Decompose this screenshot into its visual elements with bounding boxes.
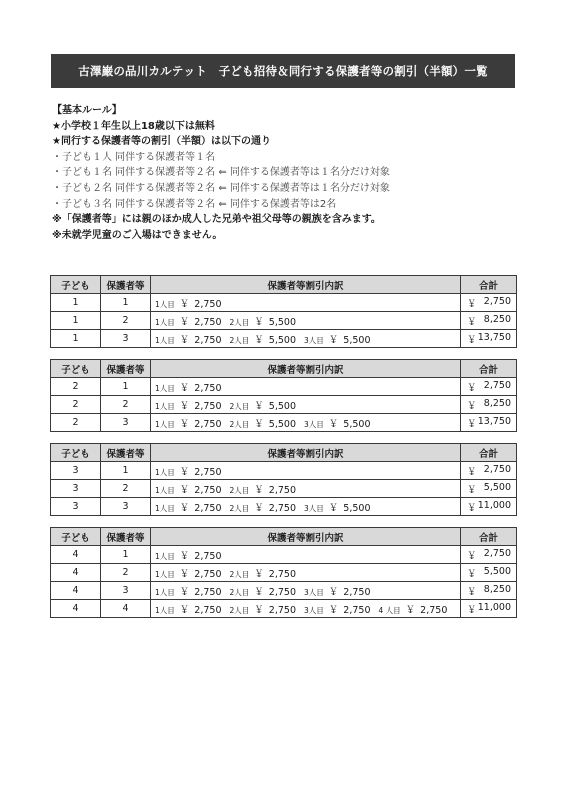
total-value [467,548,511,562]
row-total [461,330,517,348]
total-value [467,398,511,412]
yen-sign: ￥ [179,382,190,394]
guardian-count: 2 [101,480,151,498]
guardian-count: 1 [101,546,151,564]
breakdown-item [155,419,222,430]
total-amount: 2,750 [483,547,511,559]
total-amount: 13,750 [477,415,511,427]
table-row [51,396,517,414]
amount: 2,750 [194,316,222,328]
price-table [50,275,517,348]
discount-breakdown [151,600,461,618]
person-label: 2人目 [229,503,250,513]
children-count: 4 [51,600,101,618]
total-amount: 11,000 [477,601,511,613]
yen-sign: ￥ [328,502,339,514]
breakdown-item [230,335,297,346]
yen-sign: ￥ [328,418,339,430]
header-children: 子ども [51,276,101,294]
children-count: 2 [51,414,101,432]
amount: 2,750 [420,604,448,616]
amount: 2,750 [343,586,371,598]
discount-breakdown [151,396,461,414]
person-label: 1人目 [155,503,175,513]
children-count: 2 [51,396,101,414]
yen-sign: ￥ [467,586,477,598]
amount: 2,750 [194,604,222,616]
table-row [51,600,517,618]
amount: 5,500 [343,502,371,514]
breakdown-item [155,551,222,562]
guardian-count: 3 [101,582,151,600]
table-row [51,546,517,564]
person-label: 1人目 [155,485,175,495]
discount-breakdown [151,480,461,498]
header-total: 合計 [461,360,517,378]
total-value [467,464,511,478]
rule-line: ・子ども１人 同伴する保護者等１名 [52,151,216,163]
table-row [51,564,517,582]
total-value [467,380,511,394]
breakdown-item [304,335,371,346]
yen-sign: ￥ [467,334,477,346]
header-breakdown: 保護者等割引内訳 [151,444,461,462]
yen-sign: ￥ [467,466,477,478]
table-header-row [51,360,517,378]
table-row [51,378,517,396]
price-table [50,527,517,618]
yen-sign: ￥ [254,586,264,598]
amount: 2,750 [194,418,222,430]
breakdown-item [230,503,297,514]
person-label: 1人目 [155,569,175,579]
person-label: 1人目 [155,317,175,327]
person-label: 2人目 [229,317,250,327]
children-count: 3 [51,480,101,498]
rule-line: ★同行する保護者等の割引（半額）は以下の通り [52,136,271,148]
total-amount: 8,250 [483,397,511,409]
amount: 2,750 [194,586,222,598]
guardian-count: 2 [101,312,151,330]
amount: 2,750 [194,298,222,310]
header-total: 合計 [461,444,517,462]
person-label: 3人目 [304,419,324,429]
total-amount: 13,750 [477,331,511,343]
amount: 2,750 [194,466,222,478]
discount-breakdown [151,546,461,564]
discount-breakdown [151,330,461,348]
header-guardians: 保護者等 [101,276,151,294]
person-label: 3人目 [304,605,324,615]
children-count: 3 [51,498,101,516]
price-table [50,443,517,516]
guardian-count: 1 [101,378,151,396]
rule-line: ・子ども２名 同伴する保護者等２名 ⇐ 同伴する保護者等は１名分だけ対象 [52,182,390,194]
yen-sign: ￥ [254,484,264,496]
header-breakdown: 保護者等割引内訳 [151,276,461,294]
breakdown-item [155,485,222,496]
breakdown-item [230,485,297,496]
person-label: 2人目 [229,569,250,579]
amount: 5,500 [268,400,296,412]
row-total [461,480,517,498]
amount: 5,500 [343,334,371,346]
breakdown-item [230,587,297,598]
amount: 2,750 [194,400,222,412]
discount-breakdown [151,564,461,582]
breakdown-item [230,419,297,430]
discount-breakdown [151,582,461,600]
breakdown-item [304,587,371,598]
children-count: 1 [51,312,101,330]
amount: 2,750 [268,502,296,514]
rule-line: ※未就学児童のご入場はできません。 [52,229,223,241]
yen-sign: ￥ [179,466,190,478]
discount-breakdown [151,414,461,432]
breakdown-item [304,503,371,514]
person-label: 2人目 [229,401,250,411]
yen-sign: ￥ [467,382,477,394]
rule-line: ・子ども１名 同伴する保護者等２名 ⇐ 同伴する保護者等は１名分だけ対象 [52,167,390,179]
yen-sign: ￥ [254,418,264,430]
total-value [467,584,511,598]
yen-sign: ￥ [179,604,190,616]
person-label: 4 人目 [378,605,401,615]
discount-breakdown [151,378,461,396]
table-header-row [51,276,517,294]
header-breakdown: 保護者等割引内訳 [151,528,461,546]
person-label: 2人目 [229,419,250,429]
header-guardians: 保護者等 [101,528,151,546]
amount: 2,750 [268,604,296,616]
breakdown-item [155,605,222,616]
person-label: 2人目 [229,335,250,345]
person-label: 2人目 [229,485,250,495]
person-label: 1人目 [155,605,175,615]
breakdown-item [155,569,222,580]
yen-sign: ￥ [254,604,264,616]
person-label: 1人目 [155,383,175,393]
person-label: 3人目 [304,335,324,345]
yen-sign: ￥ [179,316,190,328]
row-total [461,564,517,582]
breakdown-item [304,605,371,616]
yen-sign: ￥ [467,550,477,562]
guardian-count: 3 [101,414,151,432]
rule-line: ・子ども３名 同伴する保護者等２名 ⇐ 同伴する保護者等は2名 [52,198,337,210]
yen-sign: ￥ [328,604,339,616]
yen-sign: ￥ [179,334,190,346]
table-header-row [51,444,517,462]
yen-sign: ￥ [179,568,190,580]
yen-sign: ￥ [179,550,190,562]
amount: 2,750 [194,568,222,580]
yen-sign: ￥ [179,400,190,412]
breakdown-item [230,401,297,412]
yen-sign: ￥ [254,334,264,346]
discount-breakdown [151,312,461,330]
breakdown-item [379,605,448,616]
total-value [467,602,511,616]
row-total [461,414,517,432]
person-label: 1人目 [155,419,175,429]
total-value [467,566,511,580]
discount-breakdown [151,462,461,480]
total-amount: 5,500 [483,481,511,493]
yen-sign: ￥ [467,568,477,580]
header-breakdown: 保護者等割引内訳 [151,360,461,378]
row-total [461,546,517,564]
guardian-count: 1 [101,294,151,312]
table-row [51,312,517,330]
total-amount: 8,250 [483,313,511,325]
person-label: 2人目 [229,605,250,615]
yen-sign: ￥ [467,484,477,496]
rule-line: ※「保護者等」には親のほか成人した兄弟や祖父母等の親族を含みます。 [52,214,381,226]
yen-sign: ￥ [179,586,190,598]
yen-sign: ￥ [467,400,477,412]
yen-sign: ￥ [467,418,477,430]
row-total [461,294,517,312]
total-value [467,482,511,496]
children-count: 1 [51,330,101,348]
total-value [467,332,511,346]
breakdown-item [155,299,222,310]
yen-sign: ￥ [328,586,339,598]
amount: 5,500 [268,334,296,346]
children-count: 4 [51,582,101,600]
breakdown-item [155,383,222,394]
yen-sign: ￥ [179,484,190,496]
yen-sign: ￥ [179,298,190,310]
table-row [51,582,517,600]
amount: 2,750 [194,484,222,496]
header-total: 合計 [461,276,517,294]
yen-sign: ￥ [467,502,477,514]
children-count: 4 [51,564,101,582]
header-total: 合計 [461,528,517,546]
amount: 5,500 [268,418,296,430]
breakdown-item [230,317,297,328]
guardian-count: 3 [101,498,151,516]
table-row [51,480,517,498]
row-total [461,582,517,600]
total-amount: 2,750 [483,379,511,391]
header-guardians: 保護者等 [101,360,151,378]
total-value [467,416,511,430]
row-total [461,498,517,516]
amount: 2,750 [268,586,296,598]
breakdown-item [155,401,222,412]
amount: 2,750 [194,382,222,394]
person-label: 1人目 [155,299,175,309]
person-label: 3人目 [304,587,324,597]
amount: 2,750 [194,502,222,514]
total-amount: 2,750 [483,295,511,307]
children-count: 2 [51,378,101,396]
total-amount: 11,000 [477,499,511,511]
yen-sign: ￥ [179,418,190,430]
yen-sign: ￥ [405,604,416,616]
breakdown-item [304,419,371,430]
breakdown-item [230,605,297,616]
person-label: 1人目 [155,587,175,597]
table-row [51,462,517,480]
guardian-count: 4 [101,600,151,618]
person-label: 1人目 [155,401,175,411]
rule-line: 【基本ルール】 [52,105,122,116]
amount: 2,750 [268,568,296,580]
yen-sign: ￥ [467,604,477,616]
rule-line: ★小学校１年生以上18歳以下は無料 [52,120,215,132]
yen-sign: ￥ [328,334,339,346]
header-children: 子ども [51,360,101,378]
yen-sign: ￥ [179,502,190,514]
guardian-count: 2 [101,564,151,582]
children-count: 3 [51,462,101,480]
person-label: 1人目 [155,551,175,561]
table-header-row [51,528,517,546]
price-table [50,359,517,432]
page-title-text: 古澤巌の品川カルテット 子ども招待＆同行する保護者等の割引（半額）一覧 [78,64,488,78]
total-amount: 8,250 [483,583,511,595]
table-row [51,498,517,516]
yen-sign: ￥ [254,502,264,514]
table-row [51,330,517,348]
breakdown-item [155,503,222,514]
amount: 5,500 [268,316,296,328]
guardian-count: 3 [101,330,151,348]
amount: 2,750 [194,334,222,346]
children-count: 1 [51,294,101,312]
yen-sign: ￥ [467,316,477,328]
guardian-count: 2 [101,396,151,414]
breakdown-item [230,569,297,580]
discount-breakdown [151,498,461,516]
amount: 5,500 [343,418,371,430]
header-children: 子ども [51,528,101,546]
amount: 2,750 [194,550,222,562]
children-count: 4 [51,546,101,564]
header-children: 子ども [51,444,101,462]
row-total [461,462,517,480]
yen-sign: ￥ [467,298,477,310]
header-guardians: 保護者等 [101,444,151,462]
total-value [467,500,511,514]
breakdown-item [155,587,222,598]
row-total [461,396,517,414]
row-total [461,378,517,396]
rules-section [52,103,522,243]
amount: 2,750 [268,484,296,496]
row-total [461,600,517,618]
breakdown-item [155,317,222,328]
total-amount: 2,750 [483,463,511,475]
table-row [51,414,517,432]
total-amount: 5,500 [483,565,511,577]
page-title [51,54,515,88]
person-label: 1人目 [155,467,175,477]
yen-sign: ￥ [254,316,264,328]
guardian-count: 1 [101,462,151,480]
breakdown-item [155,467,222,478]
row-total [461,312,517,330]
discount-breakdown [151,294,461,312]
total-value [467,314,511,328]
person-label: 1人目 [155,335,175,345]
yen-sign: ￥ [254,568,264,580]
person-label: 2人目 [229,587,250,597]
breakdown-item [155,335,222,346]
yen-sign: ￥ [254,400,264,412]
total-value [467,296,511,310]
amount: 2,750 [343,604,371,616]
table-row [51,294,517,312]
person-label: 3人目 [304,503,324,513]
